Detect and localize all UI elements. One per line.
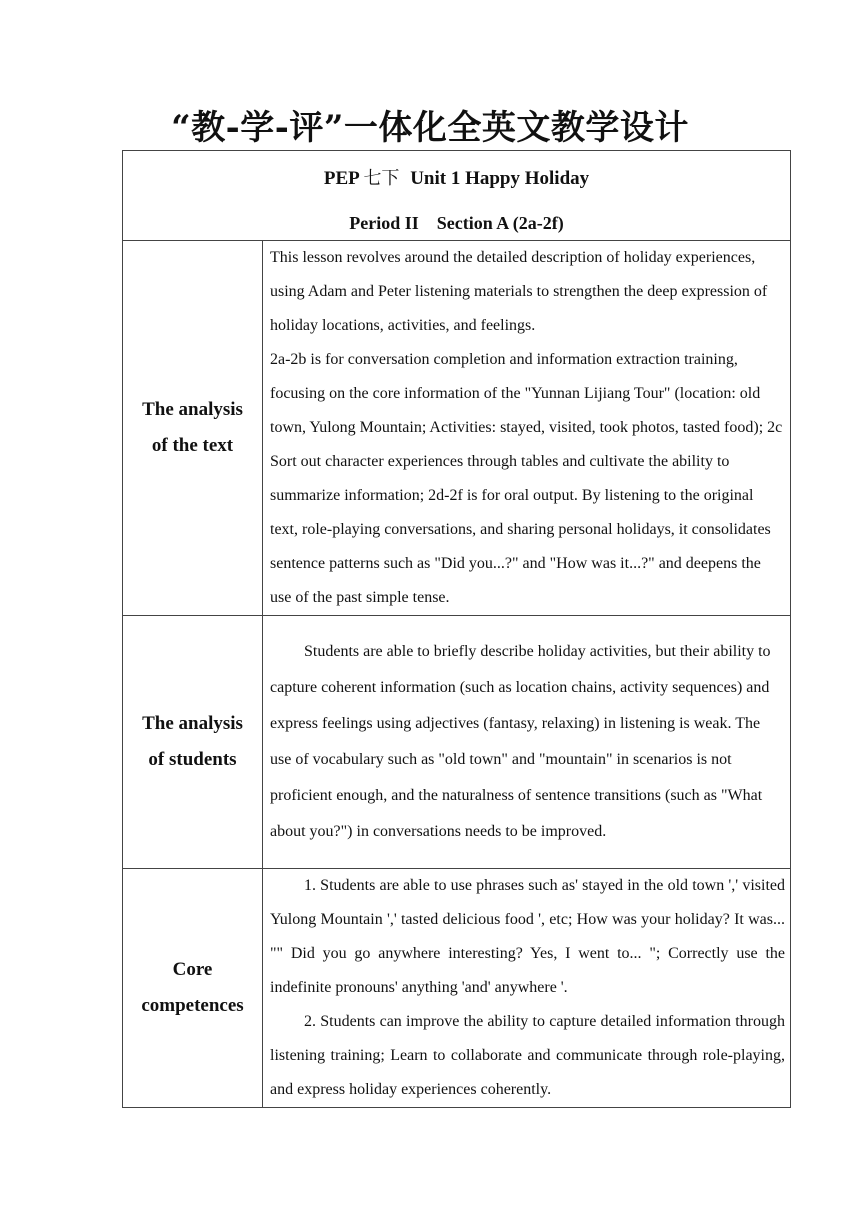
row-label-line: of students: [148, 749, 237, 770]
paragraph: 1. Students are able to use phrases such as' stayed in the old town ',' visited Yulong Mountain ',' tasted delicious food ', etc; How was your holiday? It was... "" Did you go anywhere interesting? Yes, I went to... "; Correctly use the indefinite pronouns' anything 'and' anywhere '.: [270, 877, 785, 996]
document-title: “教-学-评”一体化全英文教学设计: [171, 108, 689, 148]
row-label-line: Core: [172, 959, 213, 980]
paragraph: 2a-2b is for conversation completion and information extraction training, focusing on the core information of the "Yunnan Lijiang Tour" (location: old town, Yulong Mountain; Activities: stayed, visited, took photos, tasted food); 2c Sort out character experiences through tables and cultivate the ability to summarize information; 2d-2f is for oral output. By listening to the original text, role-playing conversations, and sharing personal holidays, it consolidates sentence patterns such as "Did you...?" and "How was it...?" and deepens the use of the past simple tense.: [270, 351, 783, 606]
row-label: [123, 241, 263, 616]
row-label: [123, 616, 263, 869]
row-label-line: competences: [141, 995, 244, 1016]
grade-label: 七下: [363, 167, 400, 189]
row-label: [123, 869, 263, 1108]
course-name: PEP: [323, 167, 359, 189]
row-content: [263, 869, 791, 1108]
period-line: Period II Section A (2a-2f): [349, 212, 564, 233]
header-title-line: [123, 167, 790, 191]
row-label-line: of the text: [151, 435, 234, 456]
row-label-line: The analysis: [142, 713, 243, 734]
table-row: [123, 241, 791, 616]
unit-title: Unit 1 Happy Holiday: [410, 167, 590, 189]
paragraph: This lesson revolves around the detailed description of holiday experiences, using Adam and Peter listening materials to strengthen the deep expression of holiday locations, activities, and feelings.: [270, 249, 768, 334]
row-label-line: The analysis: [142, 399, 243, 420]
row-content: [263, 241, 791, 616]
paragraph: 2. Students can improve the ability to capture detailed information through listening training; Learn to collaborate and communicate through role-playing, and express holiday experiences coherently.: [270, 1013, 785, 1098]
table-header: [123, 151, 791, 241]
row-content: [263, 616, 791, 869]
table-row: [123, 616, 791, 869]
lesson-plan-table: [122, 150, 791, 1108]
paragraph: Students are able to briefly describe holiday activities, but their ability to capture coherent information (such as location chains, activity sequences) and express feelings using adjectives (fantasy, relaxing) in listening is weak. The use of vocabulary such as "old town" and "mountain" in scenarios is not proficient enough, and the naturalness of sentence transitions (such as "What about you?") in conversations needs to be improved.: [270, 643, 771, 840]
table-row: [123, 869, 791, 1108]
